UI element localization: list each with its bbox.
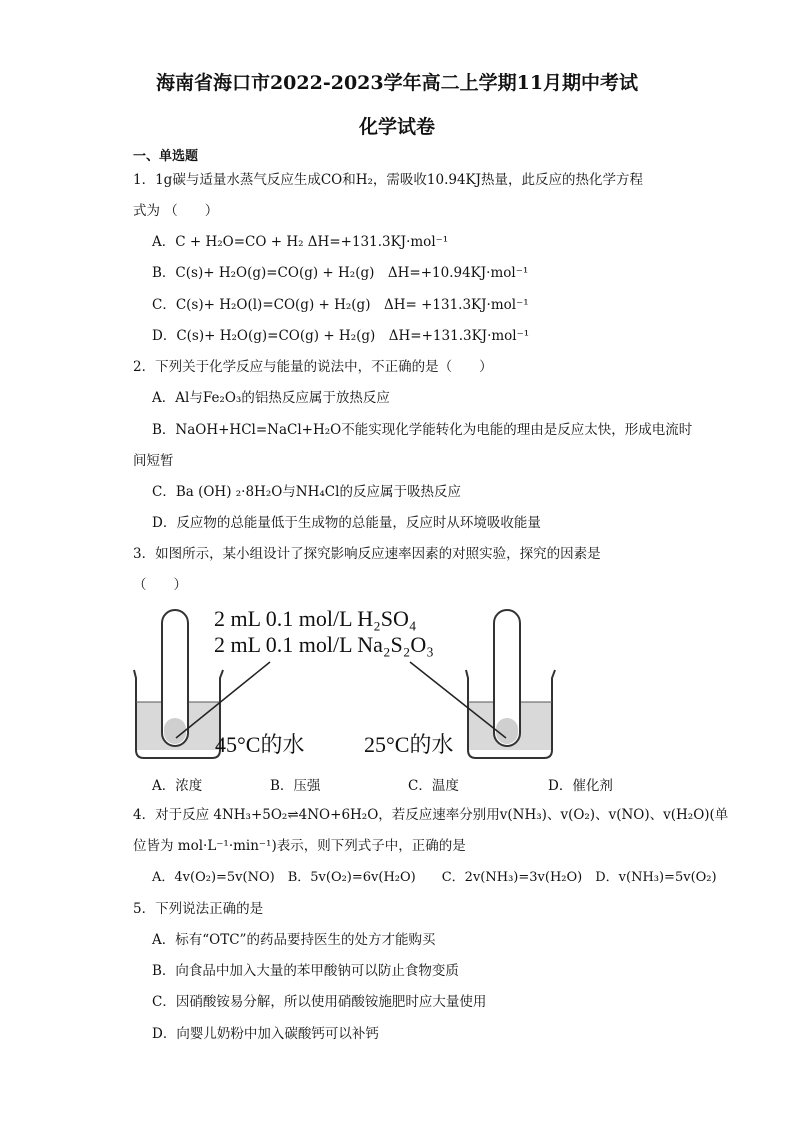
q5-option-d: D．向婴儿奶粉中加入碳酸钙可以补钙 [152, 1026, 379, 1042]
q2-option-a: A．Al与Fe₂O₃的铝热反应属于放热反应 [152, 390, 390, 406]
q1-option-a: A．C + H₂O=CO + H₂ ΔH=+131.3KJ·mol⁻¹ [152, 234, 449, 250]
q5-stem: 5．下列说法正确的是 [133, 901, 264, 917]
q4-stem-line1: 4．对于反应 4NH₃+5O₂⇌4NO+6H₂O，若反应速率分别用v(NH₃)、v(O₂)、v(NO)、v(H₂O)(单 [133, 807, 729, 823]
page-title: 海南省海口市2022-2023学年高二上学期11月期中考试 [155, 72, 639, 94]
q3-option-c: C．温度 [408, 778, 459, 794]
right-pointer-line [410, 662, 506, 738]
q5-option-c: C．因硝酸铵易分解，所以使用硝酸铵施肥时应大量使用 [152, 994, 487, 1010]
q3-stem-line2: （ ） [133, 577, 187, 593]
q1-stem-line1: 1．1g碳与适量水蒸气反应生成CO和H₂，需吸收10.94KJ热量，此反应的热化学方程 [133, 172, 644, 188]
q2-option-c: C．Ba (OH) ₂·8H₂O与NH₄Cl的反应属于吸热反应 [152, 484, 461, 500]
q5-option-b: B．向食品中加入大量的苯甲酸钠可以防止食物变质 [152, 963, 459, 979]
q4-stem-line2: 位皆为 mol·L⁻¹·min⁻¹)表示，则下列式子中，正确的是 [133, 838, 466, 854]
reagent-label-na2s2o3: 2 mL 0.1 mol/L Na₂S₂O₃ [214, 632, 434, 657]
experiment-figure [120, 600, 680, 770]
q3-stem-line1: 3．如图所示，某小组设计了探究影响反应速率因素的对照实验，探究的因素是 [133, 546, 601, 562]
q2-option-d: D．反应物的总能量低于生成物的总能量，反应时从环境吸收能量 [152, 515, 541, 531]
q3-option-a: A．浓度 [152, 778, 203, 794]
q3-option-d: D．催化剂 [548, 778, 613, 794]
q1-option-d: D．C(s)+ H₂O(g)=CO(g) + H₂(g) ΔH=+131.3KJ·mol⁻¹ [152, 328, 530, 344]
q5-option-a: A．标有“OTC”的药品要持医生的处方才能购买 [152, 932, 436, 948]
left-test-tube [162, 610, 188, 746]
q1-stem-line2: 式为 （ ） [133, 203, 219, 219]
q1-option-c: C．C(s)+ H₂O(l)=CO(g) + H₂(g) ΔH= +131.3KJ·mol⁻¹ [152, 297, 529, 313]
q3-option-b: B．压强 [270, 778, 321, 794]
left-pointer-line [176, 662, 270, 738]
section-heading: 一、单选题 [133, 149, 199, 164]
q2-option-b-line2: 间短暂 [133, 453, 174, 469]
right-water-label: 25°C的水 [364, 732, 454, 757]
left-water-label: 45°C的水 [215, 732, 305, 757]
reagent-label-h2so4: 2 mL 0.1 mol/L H₂SO₄ [214, 606, 417, 631]
q1-option-b: B．C(s)+ H₂O(g)=CO(g) + H₂(g) ΔH=+10.94KJ·mol⁻¹ [152, 265, 529, 281]
q2-option-b-line1: B．NaOH+HCl=NaCl+H₂O不能实现化学能转化为电能的理由是反应太快，形成电流时 [152, 422, 693, 438]
page-subtitle: 化学试卷 [358, 116, 435, 138]
q2-stem: 2．下列关于化学反应与能量的说法中，不正确的是（ ） [133, 359, 493, 375]
q4-options: A．4v(O₂)=5v(NO) B．5v(O₂)=6v(H₂O) C．2v(NH₃)=3v(H₂O) D．v(NH₃)=5v(O₂) [152, 870, 717, 885]
right-test-tube [494, 610, 520, 746]
